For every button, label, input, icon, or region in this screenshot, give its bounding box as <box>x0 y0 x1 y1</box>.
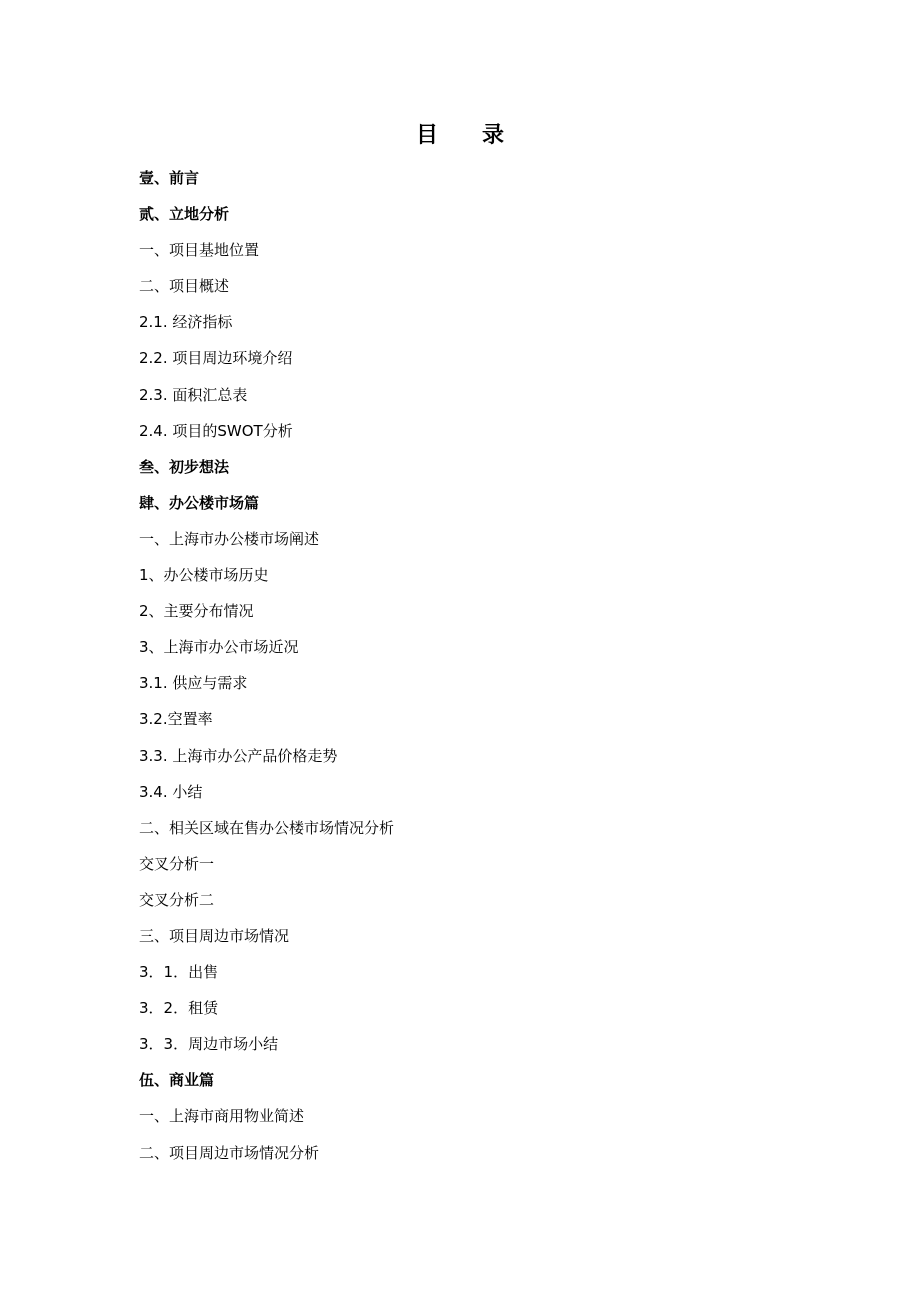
toc-entry[interactable]: 一、上海市商用物业简述 <box>139 1107 305 1126</box>
toc-entry[interactable]: 二、相关区域在售办公楼市场情况分析 <box>139 818 395 837</box>
toc-entry[interactable]: 交叉分析一 <box>139 854 215 873</box>
toc-entry[interactable]: 二、项目概述 <box>139 277 230 296</box>
toc-entry[interactable]: 3.1. 供应与需求 <box>139 674 248 693</box>
title-char-1: 目 <box>415 123 438 148</box>
toc-entry[interactable]: 2.2. 项目周边环境介绍 <box>139 349 293 368</box>
toc-entry[interactable]: 一、上海市办公楼市场阐述 <box>139 529 320 548</box>
toc-section-heading[interactable]: 伍、商业篇 <box>139 1071 215 1090</box>
toc-entry[interactable]: 1、办公楼市场历史 <box>139 566 269 585</box>
toc-entry[interactable]: 交叉分析二 <box>139 890 215 909</box>
toc-section-heading[interactable]: 贰、立地分析 <box>139 205 230 224</box>
toc-entry[interactable]: 三、项目周边市场情况 <box>139 926 290 945</box>
toc-section-heading[interactable]: 叁、初步想法 <box>139 457 230 476</box>
toc-section-heading[interactable]: 肆、办公楼市场篇 <box>139 493 260 512</box>
title-char-2: 录 <box>482 123 505 148</box>
toc-entry[interactable]: 3．1．出售 <box>139 963 219 982</box>
toc-entry[interactable]: 3、上海市办公市场近况 <box>139 638 299 657</box>
toc-entry[interactable]: 3．2．租赁 <box>139 999 219 1018</box>
toc-entry[interactable]: 2、主要分布情况 <box>139 602 254 621</box>
toc-section-heading[interactable]: 壹、前言 <box>139 169 200 187</box>
toc-entry[interactable]: 二、项目周边市场情况分析 <box>139 1143 320 1162</box>
toc-list <box>139 166 394 1177</box>
page-title <box>0 122 920 150</box>
toc-entry[interactable]: 3.4. 小结 <box>139 782 203 801</box>
toc-entry[interactable]: 3.2.空置率 <box>139 710 213 729</box>
toc-entry[interactable]: 3．3．周边市场小结 <box>139 1035 279 1054</box>
toc-entry[interactable]: 2.1. 经济指标 <box>139 313 233 332</box>
toc-entry[interactable]: 2.4. 项目的SWOT分析 <box>139 421 293 440</box>
toc-entry[interactable]: 2.3. 面积汇总表 <box>139 385 248 404</box>
toc-entry[interactable]: 3.3. 上海市办公产品价格走势 <box>139 746 338 765</box>
toc-entry[interactable]: 一、项目基地位置 <box>139 241 260 260</box>
